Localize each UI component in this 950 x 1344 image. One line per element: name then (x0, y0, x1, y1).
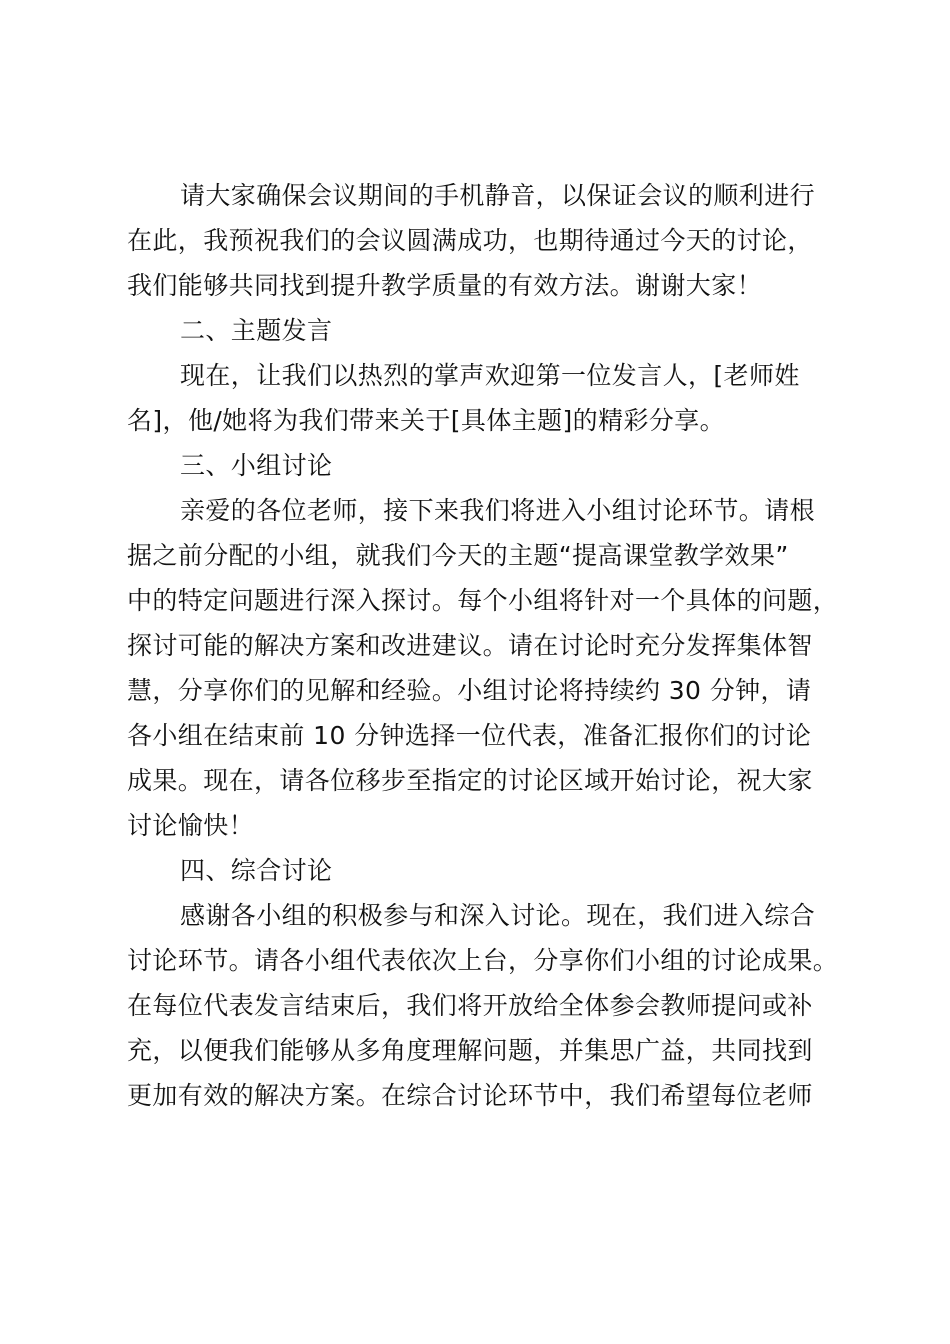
paragraph-line: 在每位代表发言结束后，我们将开放给全体参会教师提问或补 (127, 991, 813, 1020)
paragraph-line: 感谢各小组的积极参与和深入讨论。现在，我们进入综合 (180, 901, 816, 930)
paragraph-line: 名]，他/她将为我们带来关于[具体主题]的精彩分享。 (127, 406, 726, 435)
paragraph-line: 中的特定问题进行深入探讨。每个小组将针对一个具体的问题， (127, 586, 839, 615)
paragraph-line: 请大家确保会议期间的手机静音，以保证会议的顺利进行 (180, 181, 816, 210)
paragraph-line: 我们能够共同找到提升教学质量的有效方法。谢谢大家！ (127, 271, 763, 300)
section-heading-main-speech: 二、主题发言 (180, 316, 333, 345)
paragraph-line: 各小组在结束前 10 分钟选择一位代表，准备汇报你们的讨论 (127, 721, 812, 750)
paragraph-line: 在此，我预祝我们的会议圆满成功，也期待通过今天的讨论， (127, 226, 813, 255)
paragraph-line: 探讨可能的解决方案和改进建议。请在讨论时充分发挥集体智 (127, 631, 813, 660)
paragraph-line: 讨论愉快！ (127, 811, 255, 840)
paragraph-line: 据之前分配的小组，就我们今天的主题“提高课堂教学效果” (127, 541, 789, 570)
paragraph-line: 亲爱的各位老师，接下来我们将进入小组讨论环节。请根 (180, 496, 816, 525)
paragraph-line: 更加有效的解决方案。在综合讨论环节中，我们希望每位老师 (127, 1081, 813, 1110)
paragraph-line: 讨论环节。请各小组代表依次上台，分享你们小组的讨论成果。 (127, 946, 839, 975)
paragraph-line: 慧，分享你们的见解和经验。小组讨论将持续约 30 分钟，请 (127, 676, 812, 705)
section-heading-group-discussion: 三、小组讨论 (180, 451, 333, 480)
paragraph-line: 成果。现在，请各位移步至指定的讨论区域开始讨论，祝大家 (127, 766, 813, 795)
document-body (127, 173, 839, 1118)
section-heading-comprehensive-discussion: 四、综合讨论 (180, 856, 333, 885)
paragraph-line: 现在，让我们以热烈的掌声欢迎第一位发言人，[老师姓 (180, 361, 800, 390)
paragraph-line: 充，以便我们能够从多角度理解问题，并集思广益，共同找到 (127, 1036, 813, 1065)
